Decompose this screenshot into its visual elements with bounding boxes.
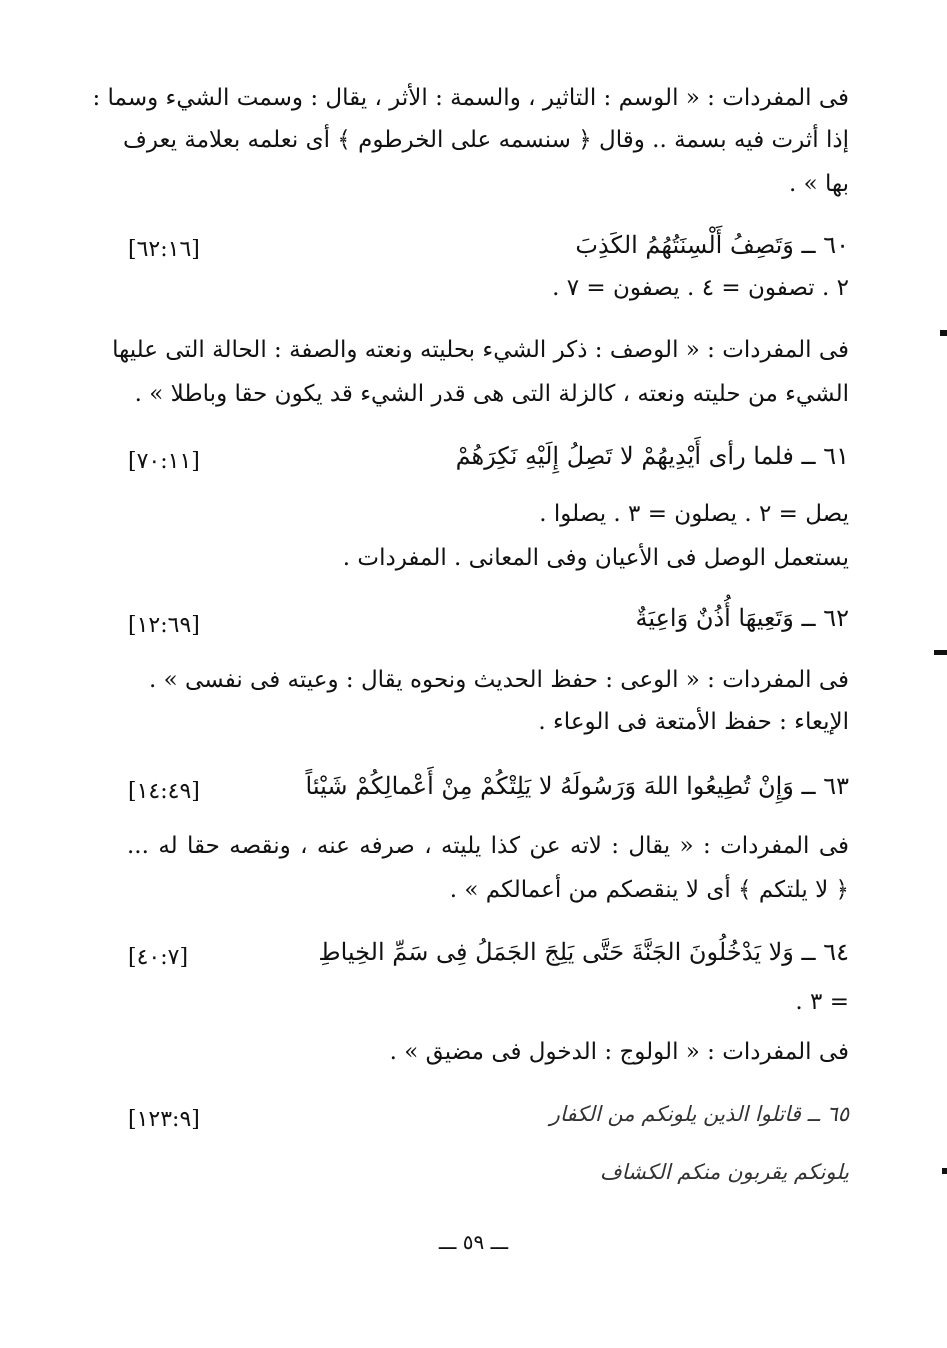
word-count-line: ٢ . تصفون = ٤ . يصفون = ٧ . [552,275,849,301]
verse-64: ٦٤ ــ وَلا يَدْخُلُونَ الجَنَّةَ حَتَّى يَلِجَ الجَمَلُ فِى سَمِّ الخِياطِ [318,938,849,966]
commentary-line: بها » . [788,171,849,197]
verse-reference: [٦٢:١٦] [128,237,200,262]
commentary-line: فى المفردات : « الوعى : حفظ الحديث ونحوه يقال : وعيته فى نفسى » . [149,667,849,693]
verse-reference: [١٢٣:٩] [128,1107,200,1132]
commentary-line: فى المفردات : « الولوج : الدخول فى مضيق » . [389,1039,849,1065]
verse-63: ٦٣ ــ وَإِنْ تُطِيعُوا اللهَ وَرَسُولَهُ لا يَلِتْكُمْ مِنْ أَعْمالِكُمْ شَيْئاً [305,772,849,800]
commentary-line: فى المفردات : « الوصف : ذكر الشيء بحليته ونعته والصفة : الحالة التى عليها [112,337,849,363]
commentary-line: ﴿ لا يلتكم ﴾ أى لا ينقصكم من أعمالكم » . [449,877,849,903]
commentary-line: الإيعاء : حفظ الأمتعة فى الوعاء . [538,709,849,735]
page-number: ـــ ٥٩ ـــ [438,1230,509,1254]
commentary-line: الشيء من حليته ونعته ، كالزلة التى هى قدر الشيء قد يكون حقا وباطلا » . [134,381,849,407]
word-count-line: = ٣ . [795,989,849,1015]
verse-65: ٦٥ ــ قاتلوا الذين يلونكم من الكفار [549,1102,849,1126]
handwritten-note: يلونكم يقربون منكم الكشاف [599,1160,849,1184]
verse-reference: [١٤:٤٩] [128,779,200,804]
scan-mark [942,1168,947,1174]
verse-62: ٦٢ ــ وَتَعِيهَا أُذُنٌ وَاعِيَةٌ [635,604,849,632]
verse-reference: [٤٠:٧] [128,945,189,970]
verse-reference: [٧٠:١١] [128,449,200,474]
verse-61: ٦١ ــ فلما رأى أَيْدِيهُمْ لا تَصِلُ إِلَيْهِ نَكِرَهُمْ [455,442,849,470]
commentary-line: فى المفردات : « الوسم : التاثير ، والسمة : الأثر ، يقال : وسمت الشيء وسما : [92,85,849,111]
verse-60: ٦٠ ــ وَتَصِفُ أَلْسِنَتُهُمُ الكَذِبَ [575,231,849,259]
scan-mark [934,650,947,655]
verse-reference: [١٢:٦٩] [128,613,200,638]
word-count-line: يصل = ٢ . يصلون = ٣ . يصلوا . [539,501,849,527]
scan-mark [940,330,947,336]
commentary-line: إذا أثرت فيه بسمة .. وقال ﴿ سنسمه على الخرطوم ﴾ أى نعلمه بعلامة يعرف [123,127,849,153]
commentary-line: فى المفردات : « يقال : لاته عن كذا يليته ، صرفه عنه ، ونقصه حقا له ... [127,833,849,859]
commentary-line: يستعمل الوصل فى الأعيان وفى المعانى . المفردات . [342,545,849,571]
